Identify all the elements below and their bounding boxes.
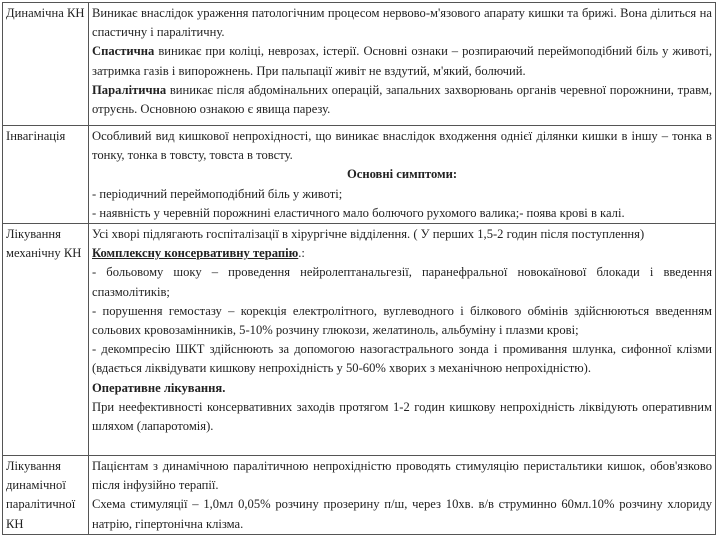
paragraph: Виникає внаслідок ураження патологічним процесом нервово-м'язового апарату кишки та брижі. Вона ділиться на спастичну і паралітичну. bbox=[92, 6, 712, 40]
paragraph: Усі хворі підлягають госпіталізації в хірургічне відділення. ( У перших 1,5-2 годин після поступлення) bbox=[92, 227, 645, 242]
intestinal-obstruction-table bbox=[2, 2, 716, 535]
row-label-paralytic-treatment: Лікування динамічної паралітичної КН bbox=[3, 456, 89, 535]
paragraph: Особливий вид кишкової непрохідності, що виникає внаслідок входження однієї ділянки кишки в іншу – тонка в тонку, тонка в товсту, товста в товсту. bbox=[92, 129, 712, 163]
paragraph: Комплексну консервативну терапію.: bbox=[92, 246, 305, 261]
table-row bbox=[3, 3, 716, 126]
paragraph: Схема стимуляції – 1,0мл 0,05% розчину прозерину п/ш, через 10хв. в/в струминно 60мл.10% розчину хлориду натрію, гіпертонічна клізма. bbox=[92, 497, 712, 531]
row-label-mechanical-treatment: Лікування механічну КН bbox=[3, 224, 89, 456]
table-row bbox=[3, 224, 716, 456]
paragraph: - порушення гемостазу – корекція електролітного, вуглеводного і білкового обмінів здійснюються введенням сольових кровозамінників, 5-10% розчину глюкози, желатиноль, альбуміну і плазми крові; bbox=[92, 303, 712, 338]
conservative-therapy-heading: Комплексну консервативну терапію bbox=[92, 246, 299, 261]
table-row bbox=[3, 126, 716, 224]
row-content-paralytic-treatment bbox=[89, 456, 716, 535]
row-content-invagination bbox=[89, 126, 716, 224]
row-label-dynamic-kn: Динамічна КН bbox=[3, 3, 89, 126]
symptoms-heading: Основні симптоми: bbox=[346, 167, 458, 182]
paragraph: - періодичний переймоподібний біль у животі; bbox=[92, 186, 343, 201]
paragraph: Паралітична виникає після абдомінальних операцій, запальних захворювань органів черевної порожнини, травм, отруєнь. Основною ознакою є явища парезу. bbox=[92, 82, 712, 117]
paragraph: - больовому шоку – проведення нейролептанальгезії, паранефральної новокаїнової блокади і введення спазмолітиків; bbox=[92, 265, 712, 299]
paragraph: При неефективності консервативних заходів протягом 1-2 годин кишкову непрохідність ліквідують оперативним шляхом (лапаротомія). bbox=[92, 399, 712, 434]
paragraph: Спастична виникає при коліці, неврозах, істерії. Основні ознаки – розпираючий переймоподібний біль у животі, затримка газів і випорожнень. При пальпації живіт не вздутий, м'який, болючий. bbox=[92, 44, 712, 78]
row-content-dynamic-kn bbox=[89, 3, 716, 126]
row-content-mechanical-treatment bbox=[89, 224, 716, 456]
paragraph: - декомпресію ШКТ здійснюють за допомогою назогастрального зонда і промивання шлунка, сифонної клізми (вдається ліквідувати кишкову непрохідність у 50-60% хворих з механічною непрохідністю). bbox=[92, 342, 712, 376]
operative-treatment-heading: Оперативне лікування. bbox=[92, 380, 226, 395]
table-row bbox=[3, 456, 716, 535]
paragraph: - наявність у черевній порожнині еластичного мало болючого рухомого валика;- поява крові в калі. bbox=[92, 205, 625, 220]
paragraph: Пацієнтам з динамічною паралітичною непрохідністю проводять стимуляцію перистальтики кишок, обов'язково після інфузійно терапії. bbox=[92, 459, 712, 493]
term-paralytic: Паралітична bbox=[92, 82, 167, 97]
term-spastic: Спастична bbox=[92, 44, 155, 59]
row-label-invagination: Інвагінація bbox=[3, 126, 89, 224]
